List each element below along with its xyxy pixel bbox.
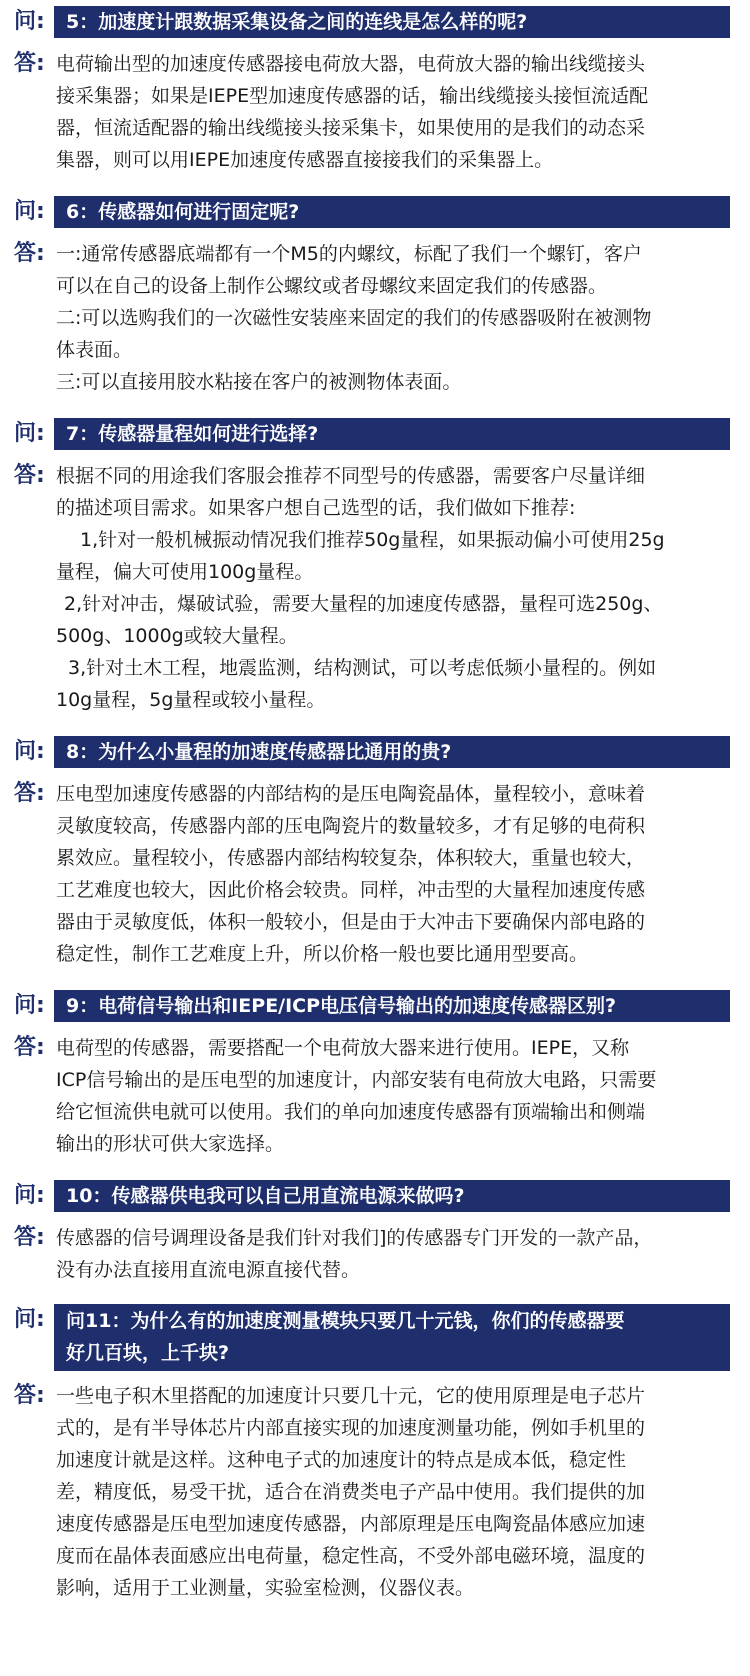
answer-row: [0, 48, 750, 176]
answer-line: 速度传感器是压电型加速度传感器，内部原理是压电陶瓷晶体感应加速: [56, 1513, 646, 1535]
question-marker: 问:: [14, 1183, 45, 1208]
question-text: 10：传感器供电我可以自己用直流电源来做吗?: [66, 1185, 465, 1207]
answer-line: 接采集器；如果是IEPE型加速度传感器的话，输出线缆接头接恒流适配: [56, 85, 649, 107]
answer-row: [0, 1222, 750, 1286]
question-banner: [54, 6, 730, 38]
answer-line: 输出的形状可供大家选择。: [56, 1133, 285, 1155]
question-banner: [54, 418, 730, 450]
answer-line: 加速度计就是这样。这种电子式的加速度计的特点是成本低，稳定性: [56, 1449, 627, 1471]
answer-line: 三:可以直接用胶水粘接在客户的被测物体表面。: [56, 371, 462, 393]
question-banner: [54, 1180, 730, 1212]
question-row: [0, 1304, 750, 1370]
answer-line: 累效应。量程较小，传感器内部结构较复杂，体积较大，重量也较大，: [56, 847, 646, 869]
question-row: [0, 736, 750, 768]
answer-row: [0, 460, 750, 716]
answer-line: 压电型加速度传感器的内部结构的是压电陶瓷晶体，量程较小，意味着: [56, 783, 646, 805]
question-text: 5：加速度计跟数据采集设备之间的连线是怎么样的呢?: [66, 11, 528, 33]
answer-row: [0, 1380, 750, 1604]
answer-line: 根据不同的用途我们客服会推荐不同型号的传感器，需要客户尽量详细: [56, 465, 646, 487]
answer-line: 10g量程，5g量程或较小量程。: [56, 689, 326, 711]
question-row: [0, 6, 750, 38]
answer-line: 的描述项目需求。如果客户想自己选型的话，我们做如下推荐:: [56, 497, 576, 519]
answer-row: [0, 1032, 750, 1160]
qa-item-7: [0, 418, 750, 716]
question-banner: [54, 736, 730, 768]
answer-line: 给它恒流供电就可以使用。我们的单向加速度传感器有顶端输出和侧端: [56, 1101, 646, 1123]
qa-item-9: [0, 990, 750, 1160]
answer-marker: 答:: [14, 1225, 45, 1250]
answer-text: [56, 460, 732, 716]
question-marker: 问:: [14, 739, 45, 764]
question-row: [0, 418, 750, 450]
question-marker: 问:: [14, 199, 45, 224]
question-text: 好几百块，上千块?: [66, 1342, 230, 1364]
question-banner: [54, 196, 730, 228]
qa-item-11: [0, 1304, 750, 1604]
answer-row: [0, 778, 750, 970]
qa-item-6: [0, 196, 750, 398]
question-marker: 问:: [14, 1307, 45, 1332]
answer-text: [56, 238, 732, 398]
question-marker: 问:: [14, 421, 45, 446]
answer-line: 差，精度低，易受干扰，适合在消费类电子产品中使用。我们提供的加: [56, 1481, 646, 1503]
answer-line: 稳定性，制作工艺难度上升，所以价格一般也要比通用型要高。: [56, 943, 589, 965]
answer-line: 器，恒流适配器的输出线缆接头接采集卡，如果使用的是我们的动态采: [56, 117, 646, 139]
answer-line: 电荷型的传感器，需要搭配一个电荷放大器来进行使用。IEPE，又称: [56, 1037, 630, 1059]
question-text: 问11：为什么有的加速度测量模块只要几十元钱，你们的传感器要: [66, 1310, 625, 1332]
answer-marker: 答:: [14, 51, 45, 76]
answer-marker: 答:: [14, 1383, 45, 1408]
answer-line: 500g、1000g或较大量程。: [56, 625, 298, 647]
answer-line: ICP信号输出的是压电型的加速度计，内部安装有电荷放大电路，只需要: [56, 1069, 657, 1091]
answer-line: 工艺难度也较大，因此价格会较贵。同样，冲击型的大量程加速度传感: [56, 879, 646, 901]
answer-text: [56, 1032, 732, 1160]
qa-item-10: [0, 1180, 750, 1286]
question-text: 7：传感器量程如何进行选择?: [66, 423, 319, 445]
answer-marker: 答:: [14, 241, 45, 266]
answer-line: 二:可以选购我们的一次磁性安装座来固定的我们的传感器吸附在被测物: [56, 307, 652, 329]
answer-marker: 答:: [14, 781, 45, 806]
question-text: 8：为什么小量程的加速度传感器比通用的贵?: [66, 741, 452, 763]
question-text: 6：传感器如何进行固定呢?: [66, 201, 300, 223]
answer-line: 量程，偏大可使用100g量程。: [56, 561, 314, 583]
question-row: [0, 1180, 750, 1212]
answer-line: 电荷输出型的加速度传感器接电荷放大器，电荷放大器的输出线缆接头: [56, 53, 646, 75]
question-marker: 问:: [14, 9, 45, 34]
answer-row: [0, 238, 750, 398]
answer-text: [56, 1380, 732, 1604]
answer-text: [56, 48, 732, 176]
answer-line: 集器，则可以用IEPE加速度传感器直接接我们的采集器上。: [56, 149, 554, 171]
answer-line: 2,针对冲击，爆破试验，需要大量程的加速度传感器，量程可选250g、: [64, 593, 663, 615]
answer-marker: 答:: [14, 463, 45, 488]
answer-text: [56, 778, 732, 970]
question-row: [0, 196, 750, 228]
answer-line: 度而在晶体表面感应出电荷量，稳定性高，不受外部电磁环境，温度的: [56, 1545, 646, 1567]
question-text: 9：电荷信号输出和IEPE/ICP电压信号输出的加速度传感器区别?: [66, 995, 617, 1017]
qa-item-8: [0, 736, 750, 970]
answer-line: 没有办法直接用直流电源直接代替。: [56, 1259, 361, 1281]
answer-line: 1,针对一般机械振动情况我们推荐50g量程，如果振动偏小可使用25g: [80, 529, 665, 551]
answer-text: [56, 1222, 732, 1286]
answer-line: 一:通常传感器底端都有一个M5的内螺纹，标配了我们一个螺钉，客户: [56, 243, 642, 265]
answer-line: 3,针对土木工程，地震监测，结构测试，可以考虑低频小量程的。例如: [68, 657, 657, 679]
answer-line: 影响，适用于工业测量，实验室检测，仪器仪表。: [56, 1577, 475, 1599]
question-banner: [54, 990, 730, 1022]
answer-marker: 答:: [14, 1035, 45, 1060]
answer-line: 传感器的信号调理设备是我们针对我们]的传感器专门开发的一款产品，: [56, 1227, 653, 1249]
answer-line: 器由于灵敏度低，体积一般较小，但是由于大冲击下要确保内部电路的: [56, 911, 646, 933]
answer-line: 体表面。: [56, 339, 133, 361]
question-banner: [54, 1304, 730, 1371]
answer-line: 式的，是有半导体芯片内部直接实现的加速度测量功能，例如手机里的: [56, 1417, 646, 1439]
question-marker: 问:: [14, 993, 45, 1018]
answer-line: 一些电子积木里搭配的加速度计只要几十元，它的使用原理是电子芯片: [56, 1385, 646, 1407]
question-row: [0, 990, 750, 1022]
qa-item-5: [0, 6, 750, 176]
answer-line: 可以在自己的设备上制作公螺纹或者母螺纹来固定我们的传感器。: [56, 275, 608, 297]
answer-line: 灵敏度较高，传感器内部的压电陶瓷片的数量较多，才有足够的电荷积: [56, 815, 646, 837]
